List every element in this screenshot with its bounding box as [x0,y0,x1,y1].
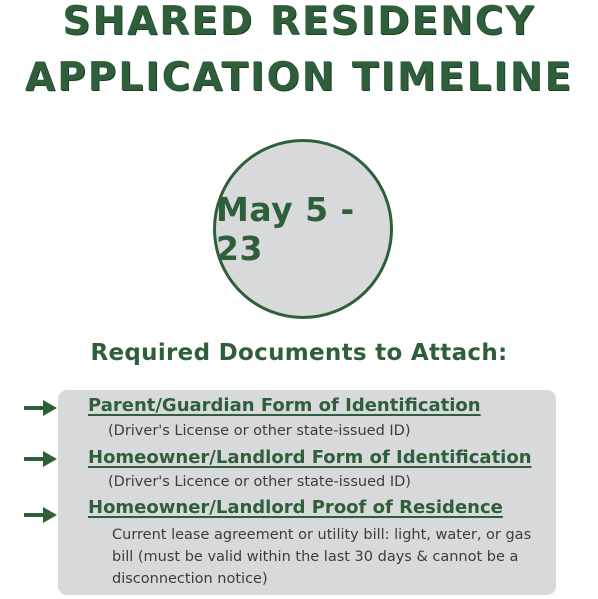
required-documents-heading: Required Documents to Attach: [90,340,508,366]
document-detail-parent-id: (Driver's License or other state-issued ID) [108,423,411,439]
arrow-right-icon [24,399,58,417]
arrow-right-icon [24,450,58,468]
page-title-line-2: APPLICATION TIMELINE [24,55,574,100]
document-title-proof-of-residence: Homeowner/Landlord Proof of Residence [88,497,503,518]
arrow-right-icon [24,506,58,524]
document-title-homeowner-id: Homeowner/Landlord Form of Identification [88,447,532,468]
document-detail-homeowner-id: (Driver's Licence or other state-issued ID) [108,474,411,490]
date-range-text: May 5 - 23 [216,190,355,268]
document-title-parent-id: Parent/Guardian Form of Identification [88,395,481,416]
date-range-circle [213,139,393,319]
document-detail-proof-of-residence: Current lease agreement or utility bill: light, water, or gas bill (must be valid within the last 30 days & cannot be a disconnection notice) [112,527,532,587]
page-title-line-1: SHARED RESIDENCY [62,0,536,44]
